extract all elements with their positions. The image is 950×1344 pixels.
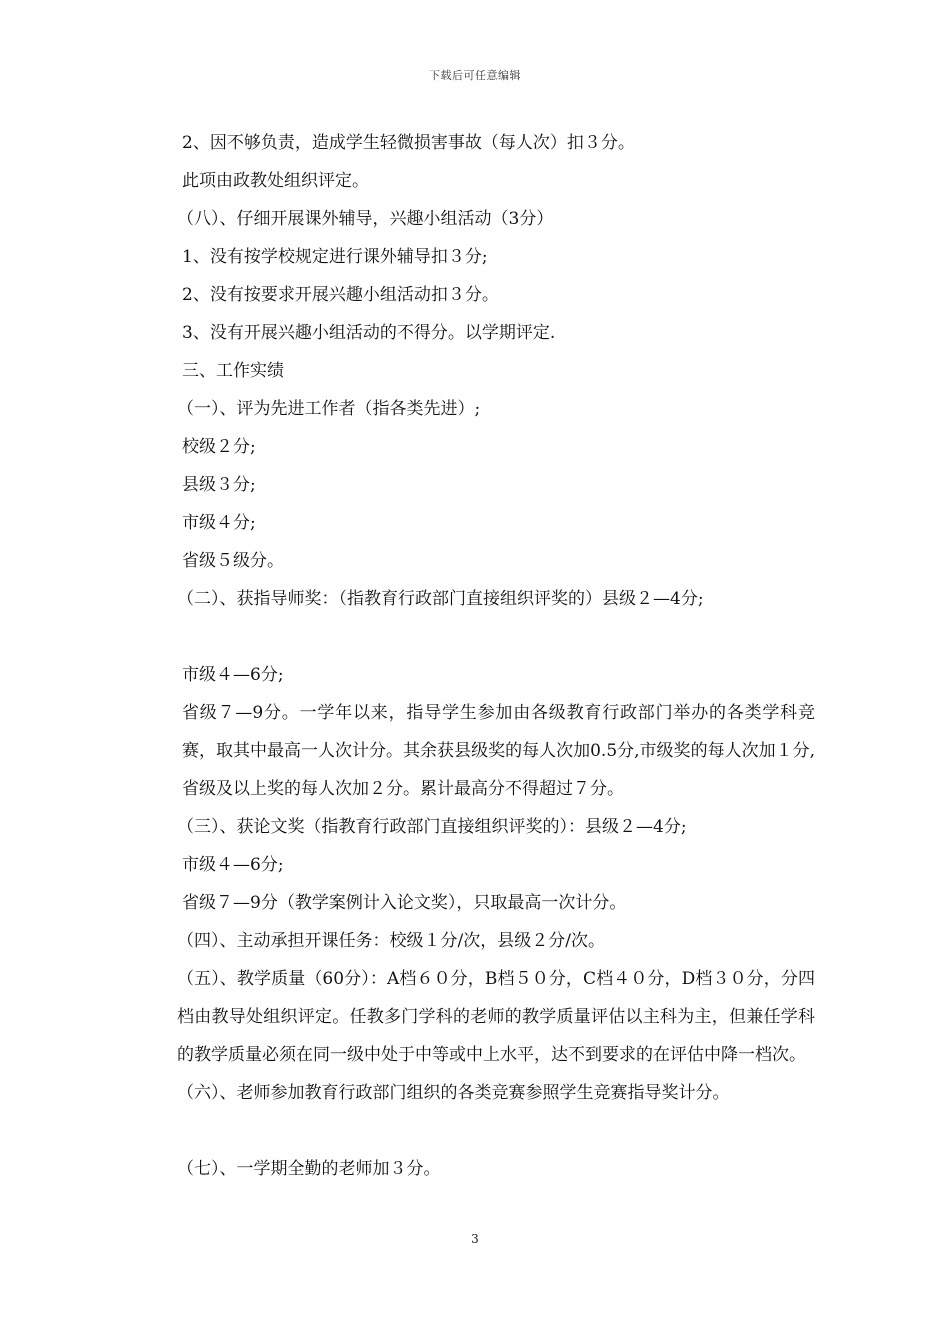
paragraph: 1、没有按学校规定进行课外辅导扣３分; [182,247,488,267]
paragraph: 省级７—9分。一学年以来，指导学生参加由各级教育行政部门举办的各类学科竞赛，取其中最高一人次计分。其余获县级奖的每人次加0.5分,市级奖的每人次加１分,省级及以上奖的每人次加２分。累计最高分不得超过７分。 [182,703,815,799]
page-header: 下载后可任意编辑 [429,69,521,82]
paragraph: 省级５级分。 [182,551,284,571]
section-heading: （四）、主动承担开课任务：校级１分/次，县级２分/次。 [177,931,605,951]
section-heading: （六）、老师参加教育行政部门组织的各类竞赛参照学生竞赛指导奖计分。 [177,1083,730,1103]
paragraph: 校级２分; [182,437,256,457]
section-heading: （八）、仔细开展课外辅导，兴趣小组活动（3分） [177,209,554,229]
paragraph: 省级７—9分（教学案例计入论文奖），只取最高一次计分。 [182,893,627,913]
paragraph: 市级４分; [182,513,256,533]
paragraph: 此项由政教处组织评定。 [182,171,369,191]
document-body [145,124,815,1188]
page-number: 3 [471,1232,479,1246]
blank-line [145,1112,815,1150]
section-heading: （三）、获论文奖（指教育行政部门直接组织评奖的）：县级２—4分; [177,817,687,837]
paragraph: 市级４—6分; [182,855,284,875]
blank-line [145,618,815,656]
section-heading: （五）、教学质量（60分）：A档６０分，B档５０分，C档４０分，D档３０分，分四档由教导处组织评定。任教多门学科的老师的教学质量评估以主科为主，但兼任学科的教学质量必须在同一级中处于中等或中上水平，达不到要求的在评估中降一档次。 [177,969,815,1065]
paragraph: 2、没有按要求开展兴趣小组活动扣３分。 [182,285,499,305]
paragraph: 市级４—6分; [182,665,284,685]
paragraph: 2、因不够负责，造成学生轻微损害事故（每人次）扣３分。 [182,133,635,153]
section-heading: （七）、一学期全勤的老师加３分。 [177,1159,441,1179]
section-heading: （二）、获指导师奖：（指教育行政部门直接组织评奖的）县级２—4分; [177,589,704,609]
section-heading: 三、工作实绩 [182,361,284,381]
section-heading: （一）、评为先进工作者（指各类先进）; [177,399,481,419]
paragraph: 县级３分; [182,475,256,495]
paragraph: 3、没有开展兴趣小组活动的不得分。以学期评定. [182,323,556,343]
